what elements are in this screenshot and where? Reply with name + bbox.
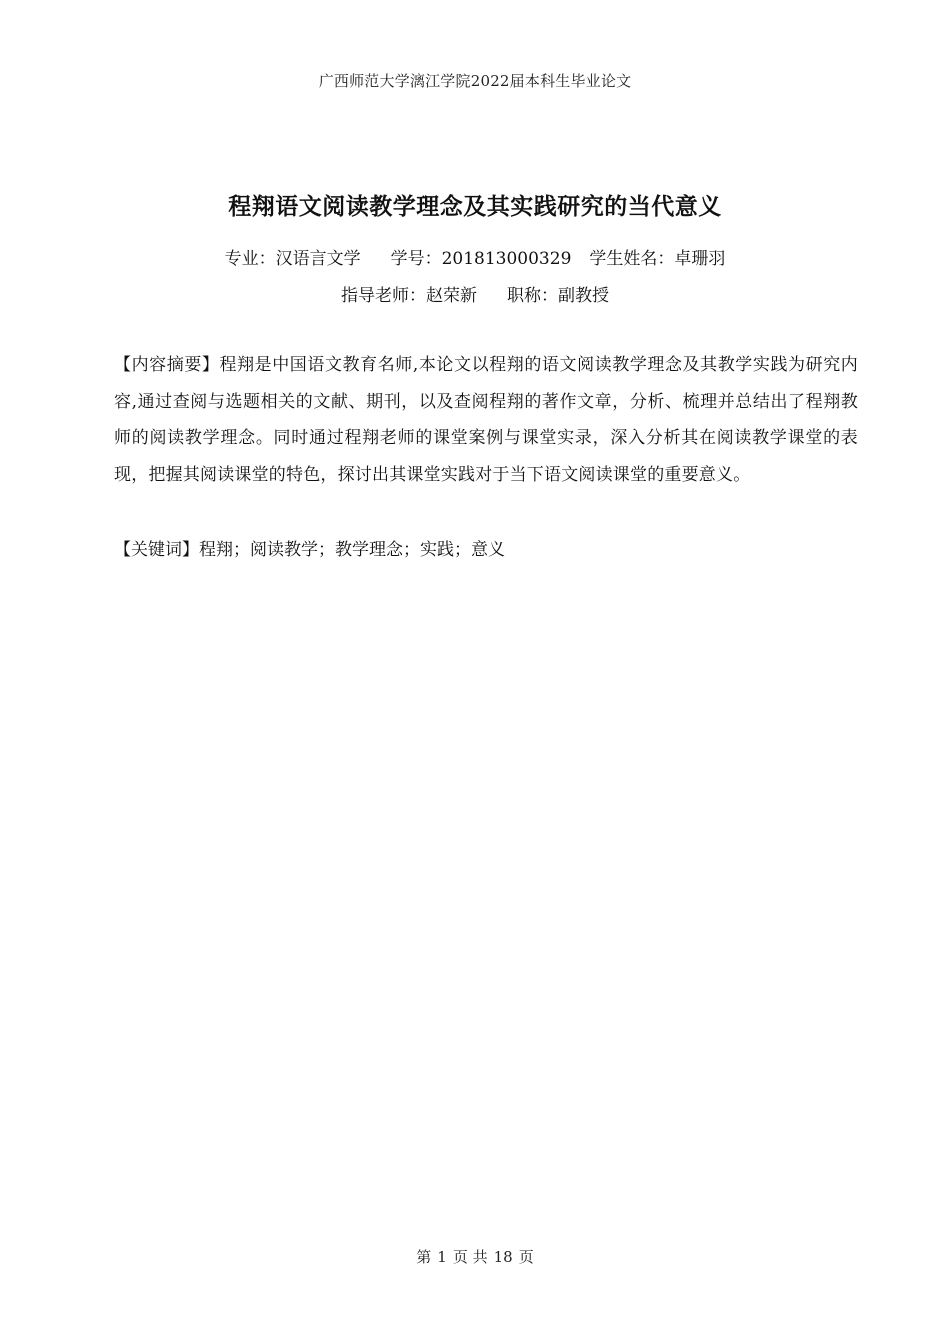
abstract-label: 【内容摘要】 <box>114 355 220 375</box>
keywords-label: 【关键词】 <box>114 540 199 560</box>
abstract-paragraph <box>114 347 858 493</box>
student-name-label: 学生姓名： <box>589 249 675 269</box>
running-header: 广西师范大学漓江学院2022届本科生毕业论文 <box>318 72 632 90</box>
footer-prefix: 第 <box>416 1248 432 1266</box>
keywords-line <box>114 532 858 568</box>
page-footer <box>0 1246 950 1267</box>
keywords-text: 程翔；阅读教学；教学理念；实践；意义 <box>199 540 505 560</box>
footer-page-number: 1 <box>437 1248 447 1266</box>
advisor-label: 指导老师： <box>341 286 426 306</box>
advisor-value: 赵荣新 <box>426 286 477 306</box>
footer-suffix: 页 <box>518 1248 534 1266</box>
footer-total-pages: 18 <box>493 1248 513 1266</box>
major-label: 专业： <box>224 249 276 269</box>
student-no-value: 201813000329 <box>441 249 572 269</box>
student-name-value: 卓珊羽 <box>674 249 726 269</box>
student-no-label: 学号： <box>390 249 442 269</box>
footer-middle: 页 共 <box>452 1248 488 1266</box>
abstract-text: 程翔是中国语文教育名师,本论文以程翔的语文阅读教学理念及其教学实践为研究内容,通过查阅与选题相关的文献、期刊，以及查阅程翔的著作文章，分析、梳理并总结出了程翔教师的阅读教学理念。同时通过程翔老师的课堂案例与课堂实录，深入分析其在阅读教学课堂的表现，把握其阅读课堂的特色，探讨出其课堂实践对于当下语文阅读课堂的重要意义。 <box>114 355 858 485</box>
major-value: 汉语言文学 <box>275 249 361 269</box>
thesis-title: 程翔语文阅读教学理念及其实践研究的当代意义 <box>228 193 722 220</box>
advisor-info-line <box>0 281 950 306</box>
rank-label: 职称： <box>507 286 558 306</box>
author-info-line <box>0 244 950 269</box>
rank-value: 副教授 <box>558 286 609 306</box>
